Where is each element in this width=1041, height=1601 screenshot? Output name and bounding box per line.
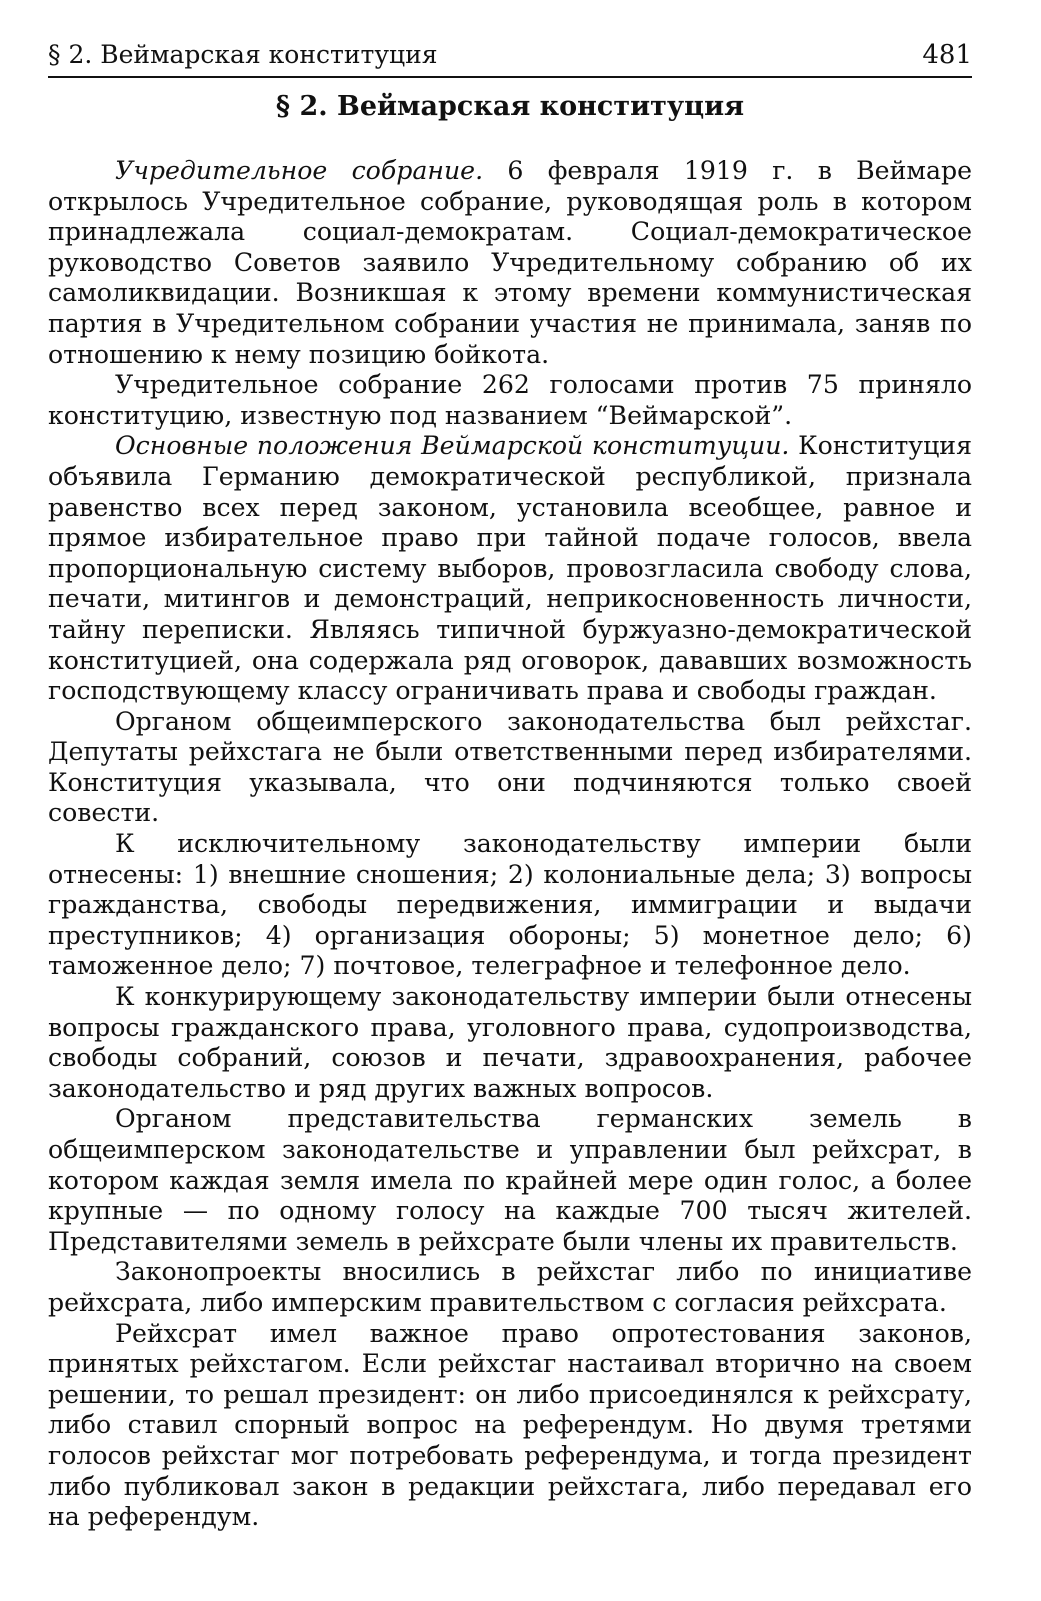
paragraph [48, 370, 972, 431]
section-title: § 2. Веймарская конституция [275, 91, 745, 122]
running-head [48, 38, 972, 78]
paragraph-text: К исключительному законодательству империи были отнесены: 1) внешние сношения; 2) колониальные дела; 3) вопросы гражданства, свободы передвижения, иммиграции и выдачи преступников; 4) организация обороны; 5) монетное дело; 6) таможенное дело; 7) почтовое, телеграфное и телефонное дело. [48, 829, 972, 981]
paragraph-text: Конституция объявила Германию демократической республикой, признала равенство всех перед законом, установила всеобщее, равное и прямое избирательное право при тайной подаче голосов, ввела пропорциональную систему выборов, провозгласила свободу слова, печати, митингов и демонстраций, неприкосновенность личности, тайну переписки. Являясь типичной буржуазно-демократической конституцией, она содержала ряд оговорок, дававших возможность господствующему классу ограничивать права и свободы граждан. [48, 431, 972, 706]
paragraph-text: Органом общеимперского законодательства был рейхстаг. Депутаты рейхстага не были ответственными перед избирателями. Конституция указывала, что они подчиняются только своей совести. [48, 706, 972, 828]
paragraph-text: Законопроекты вносились в рейхстаг либо по инициативе рейхсрата, либо имперским правительством с согласия рейхсрата. [48, 1257, 972, 1317]
paragraph-lead: Учредительное собрание. [115, 156, 484, 185]
paragraph [48, 707, 972, 829]
running-title: § 2. Веймарская конституция [48, 40, 438, 69]
paragraph-text: Органом представительства германских земель в общеимперском законодательстве и управлении был рейхсрат, в котором каждая земля имела по крайней мере один голос, а более крупные — по одному голосу на каждые 700 тысяч жителей. Представителями земель в рейхсрате были члены их правительств. [48, 1104, 972, 1256]
paragraph-text: К конкурирующему законодательству империи были отнесены вопросы гражданского права, уголовного права, судопроизводства, свободы собраний, союзов и печати, здравоохранения, рабочее законодательство и ряд других важных вопросов. [48, 982, 972, 1103]
paragraph [48, 156, 972, 370]
paragraph-lead: Основные положения Веймарской конституции. [115, 431, 790, 461]
paragraph [48, 1104, 972, 1257]
body-text [48, 156, 972, 1533]
paragraph-text: Рейхсрат имел важное право опротестования законов, принятых рейхстагом. Если рейхстаг настаивал вторично на своем решении, то решал президент: он либо присоединялся к рейхсрату, либо ставил спорный вопрос на референдум. Но двумя третями голосов рейхстаг мог потребовать референдума, и тогда президент либо публиковал закон в редакции рейхстага, либо передавал его на референдум. [48, 1318, 972, 1532]
paragraph [48, 1257, 972, 1318]
paragraph-text: Учредительное собрание 262 голосами против 75 приняло конституцию, известную под названием “Веймарской”. [48, 370, 972, 430]
paragraph [48, 431, 972, 706]
paragraph [48, 1319, 972, 1533]
paragraph [48, 829, 972, 982]
paragraph-text: 6 февраля 1919 г. в Веймаре открылось Учредительное собрание, руководящая роль в котором принадлежала социал-демократам. Социал-демократическое руководство Советов заявило Учредительному собранию об их самоликвидации. Возникшая к этому времени коммунистическая партия в Учредительном собрании участия не принимала, заняв по отношению к нему позицию бойкота. [48, 156, 972, 369]
book-page [48, 38, 972, 1533]
paragraph [48, 982, 972, 1104]
page-number: 481 [922, 40, 972, 70]
